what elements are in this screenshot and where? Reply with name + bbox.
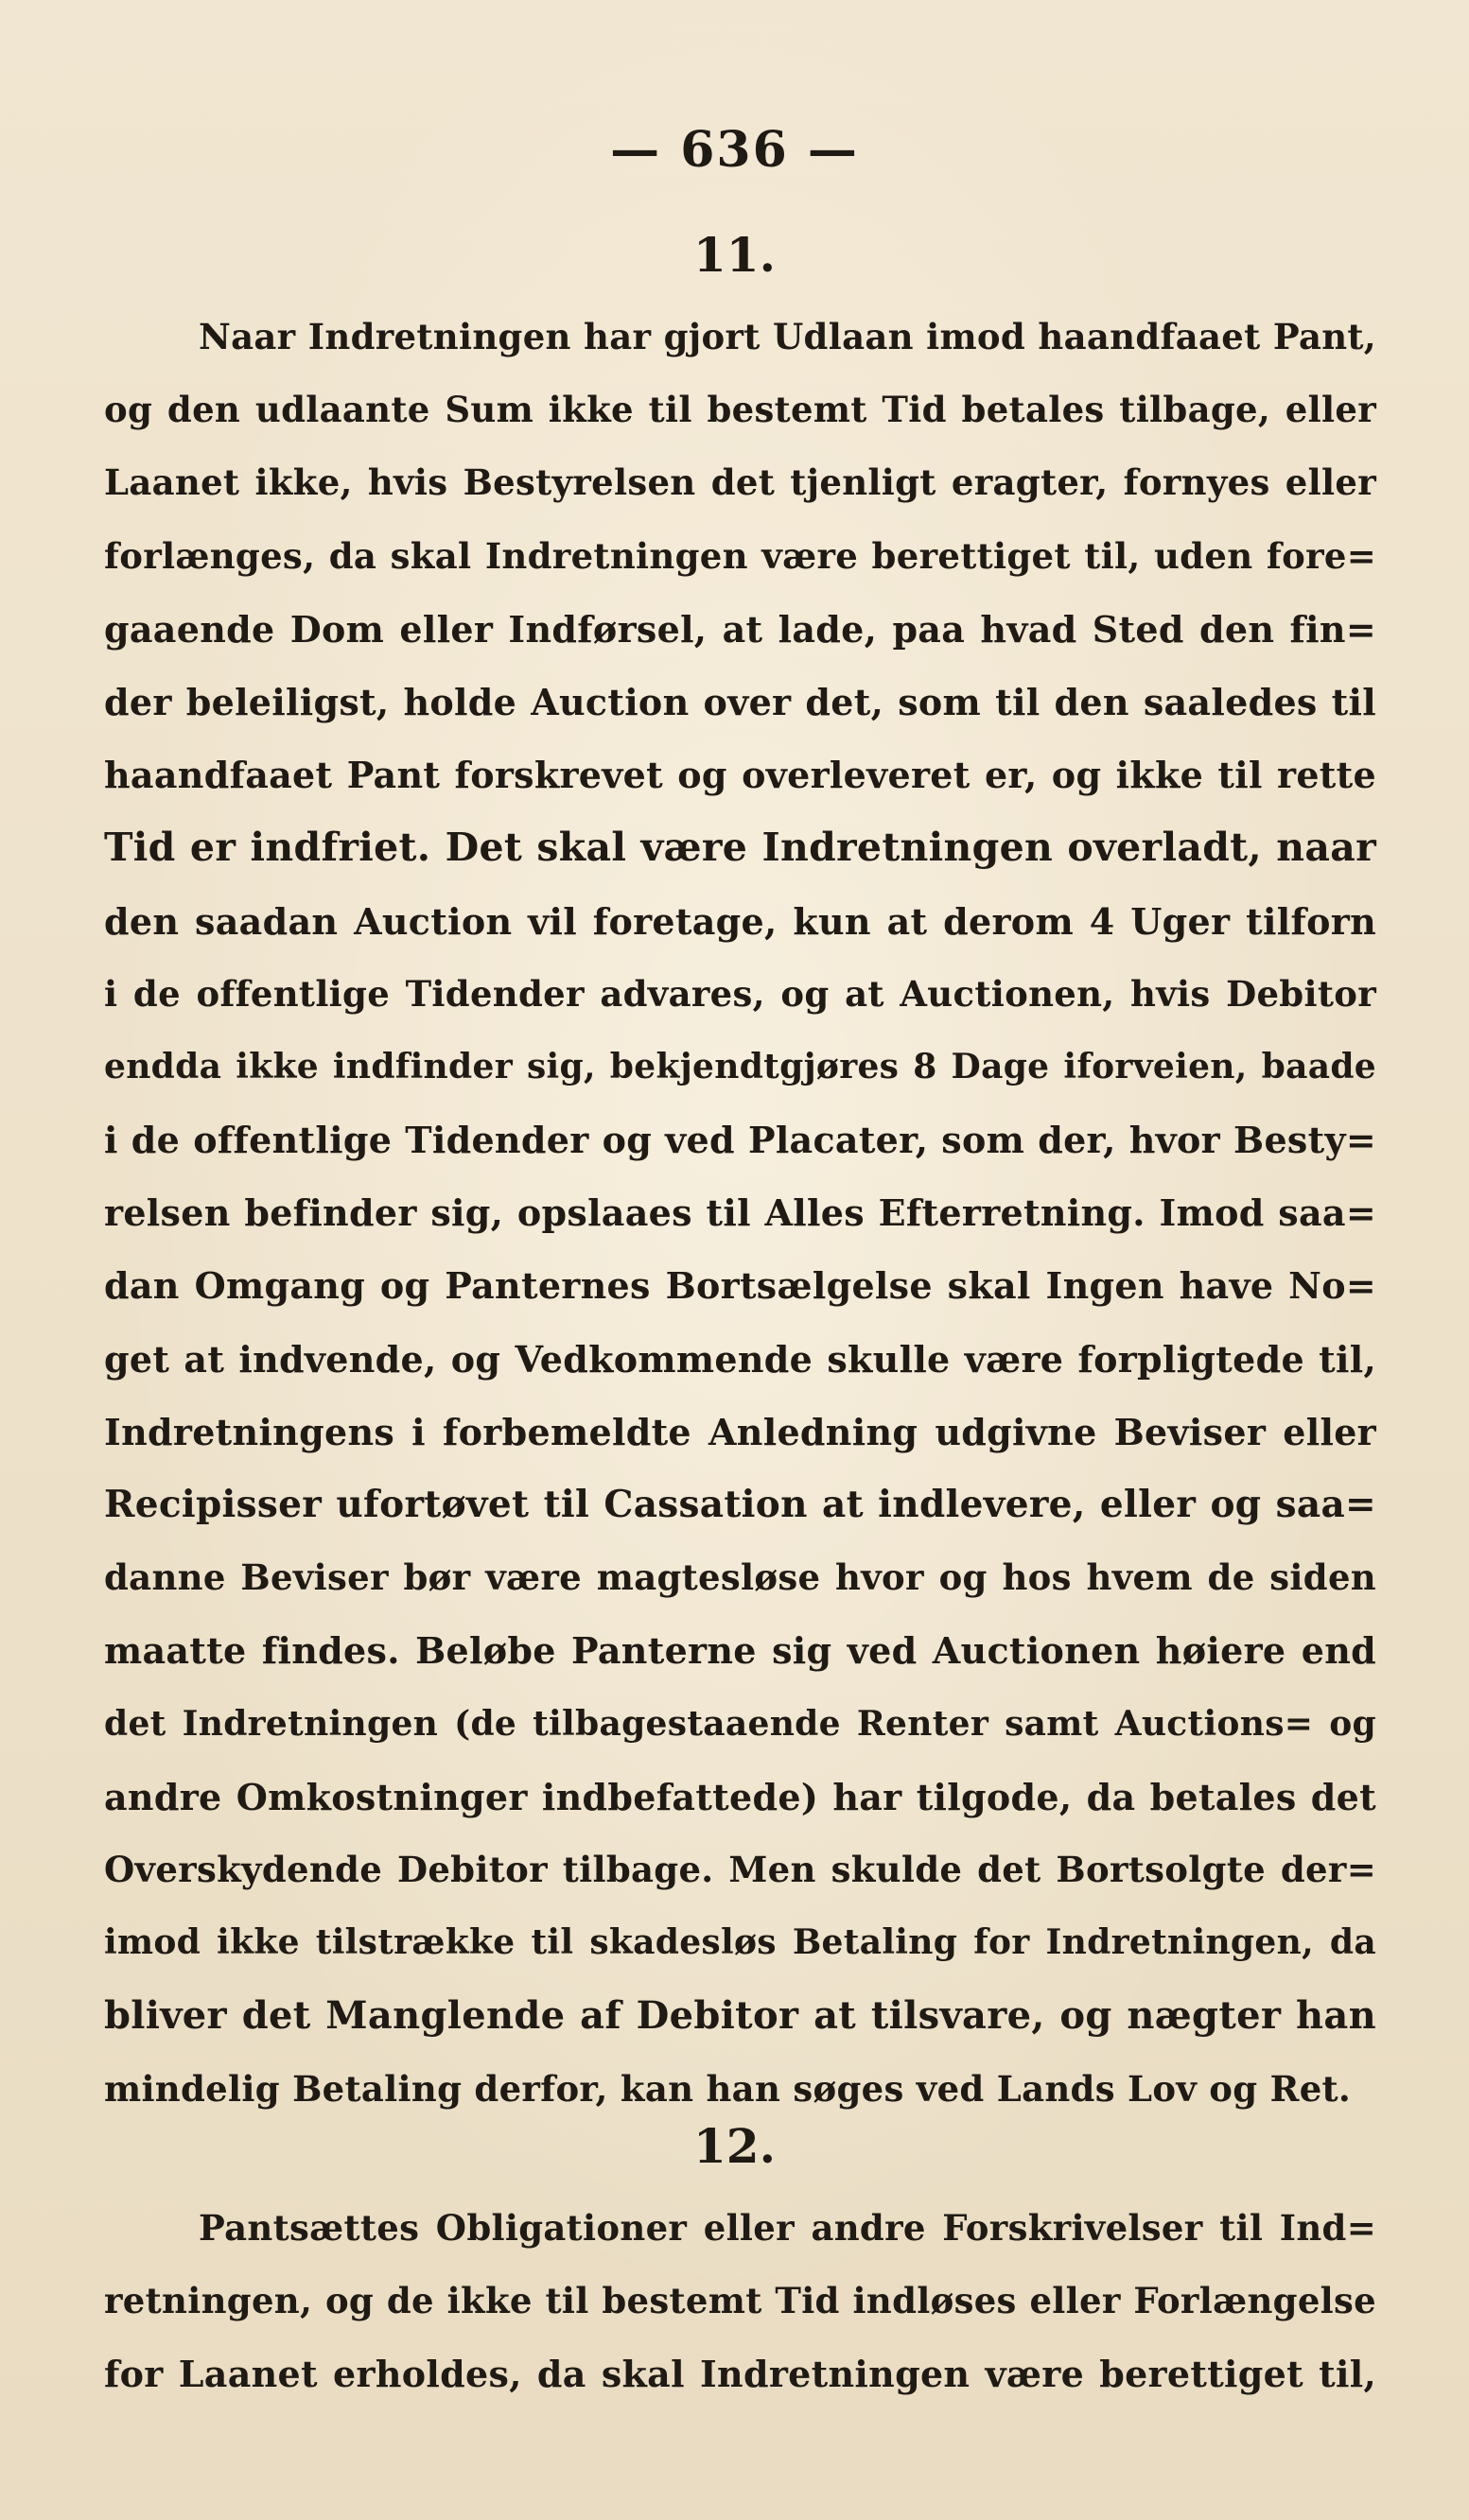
page-number-header: — 636 — <box>610 121 859 179</box>
text-line: det Indretningen (de tilbagestaaende Renter samt Auctions= og <box>104 1703 1376 1744</box>
text-line: Indretningens i forbemeldte Anledning udgivne Beviser eller <box>104 1410 1376 1453</box>
text-line: forlænges, da skal Indretningen være berettiget til, uden fore= <box>104 534 1376 577</box>
text-line: i de offentlige Tidender advares, og at Auctionen, hvis Debitor <box>104 972 1376 1015</box>
text-line: Naar Indretningen har gjort Udlaan imod haandfaaet Pant, <box>199 316 1376 357</box>
text-line: get at indvende, og Vedkommende skulle være forpligtede til, <box>104 1337 1376 1381</box>
text-line: endda ikke indfinder sig, bekjendtgjøres 8 Dage iforveien, baade <box>104 1046 1376 1086</box>
text-line: Overskydende Debitor tilbage. Men skulde det Bortsolgte der= <box>104 1848 1376 1890</box>
section-11-paragraph <box>104 301 1376 2126</box>
text-line: bliver det Manglende af Debitor at tilsvare, og nægter han <box>104 1993 1376 2039</box>
section-12-paragraph <box>104 2192 1376 2411</box>
text-line: haandfaaet Pant forskrevet og overleveret er, og ikke til rette <box>104 754 1376 797</box>
text-line: andre Omkostninger indbefattede) har tilgode, da betales det <box>104 1775 1376 1818</box>
text-line: den saadan Auction vil foretage, kun at derom 4 Uger tilforn <box>104 899 1376 943</box>
text-line: maatte findes. Beløbe Panterne sig ved Auctionen høiere end <box>104 1629 1376 1673</box>
text-line: danne Beviser bør være magtesløse hvor og hos hvem de siden <box>104 1556 1376 1599</box>
text-line: i de offentlige Tidender og ved Placater, som der, hvor Besty= <box>104 1119 1376 1162</box>
text-line: dan Omgang og Panternes Bortsælgelse skal Ingen have No= <box>104 1264 1376 1308</box>
text-line: Laanet ikke, hvis Bestyrelsen det tjenligt eragter, fornyes eller <box>104 461 1376 504</box>
text-line: der beleiligst, holde Auction over det, som til den saaledes til <box>104 680 1376 723</box>
text-line: Tid er indfriet. Det skal være Indretningen overladt, naar <box>104 825 1376 871</box>
text-line: Pantsættes Obligationer eller andre Forskrivelser til Ind= <box>199 2207 1376 2249</box>
text-line: og den udlaante Sum ikke til bestemt Tid betales tilbage, eller <box>104 389 1376 431</box>
text-line: gaaende Dom eller Indførsel, at lade, paa hvad Sted den fin= <box>104 607 1376 651</box>
text-line: Recipisser ufortøvet til Cassation at indlevere, eller og saa= <box>104 1483 1376 1526</box>
text-line: for Laanet erholdes, da skal Indretningen være berettiget til, <box>104 2353 1376 2396</box>
section-number-12: 12. <box>693 2118 776 2174</box>
section-number-11: 11. <box>693 227 776 283</box>
text-line: retningen, og de ikke til bestemt Tid indløses eller Forlængelse <box>104 2280 1376 2322</box>
text-line: imod ikke tilstrække til skadesløs Betaling for Indretningen, da <box>104 1922 1376 1963</box>
text-line: relsen befinder sig, opslaaes til Alles Efterretning. Imod saa= <box>104 1191 1376 1235</box>
text-line: mindelig Betaling derfor, kan han søges ved Lands Lov og Ret. <box>104 2067 1352 2110</box>
